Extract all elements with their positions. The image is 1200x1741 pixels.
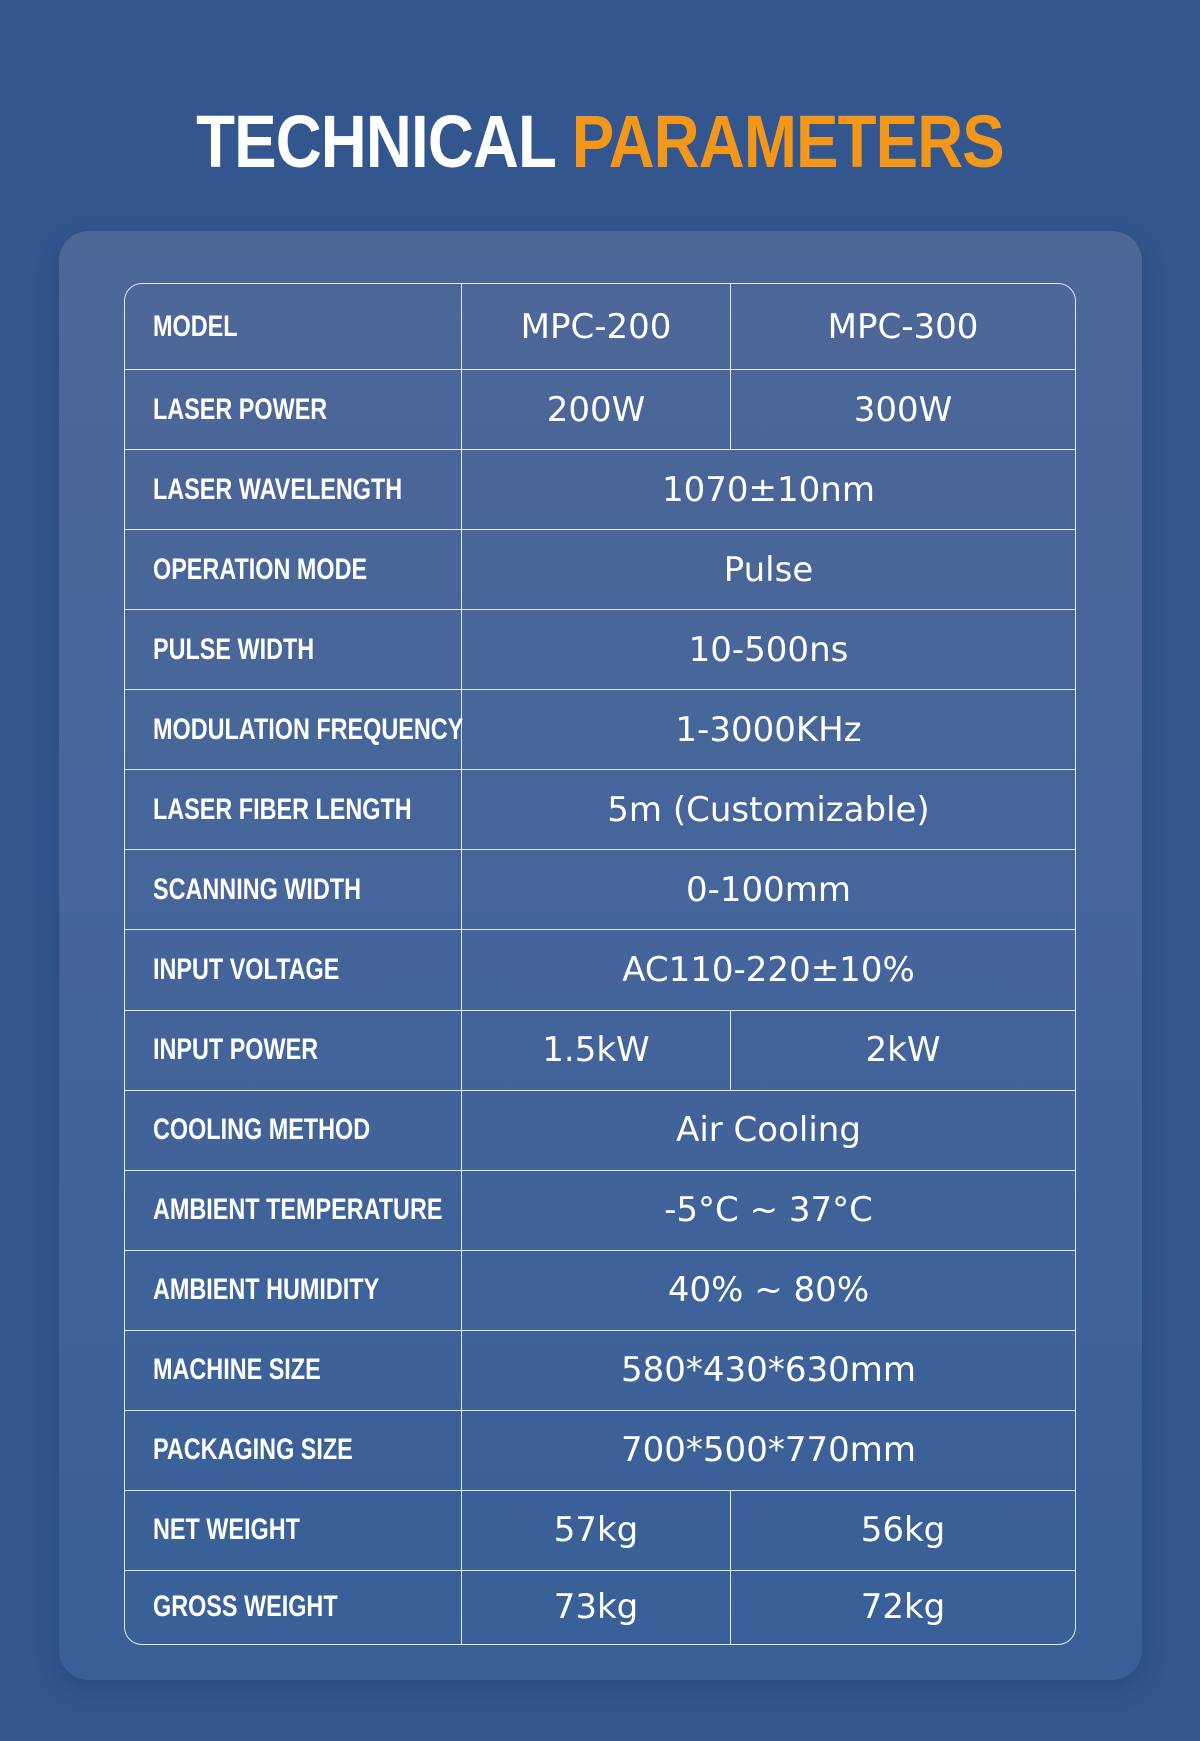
row-value: AC110-220±10% — [462, 930, 1075, 1010]
table-row — [125, 850, 1075, 930]
row-label-text: LASER POWER — [153, 392, 328, 426]
row-label — [125, 1011, 462, 1091]
row-label-text: OPERATION MODE — [153, 552, 368, 586]
row-label — [125, 610, 462, 690]
table-row — [125, 530, 1075, 610]
row-label — [125, 930, 462, 1010]
row-label — [125, 1251, 462, 1331]
row-value: Pulse — [462, 530, 1075, 610]
table-row — [125, 610, 1075, 690]
row-label-text: INPUT POWER — [153, 1033, 319, 1067]
spec-table-body — [125, 284, 1075, 1644]
row-label-text: COOLING METHOD — [153, 1113, 371, 1147]
row-label-text: AMBIENT TEMPERATURE — [153, 1193, 443, 1227]
row-label-text: SCANNING WIDTH — [153, 872, 361, 906]
row-value: 1.5kW — [462, 1011, 731, 1091]
row-label — [125, 1091, 462, 1171]
table-row — [125, 284, 1075, 370]
row-label — [125, 284, 462, 370]
row-label-text: NET WEIGHT — [153, 1513, 300, 1547]
row-value: 56kg — [731, 1491, 1075, 1571]
row-label — [125, 1411, 462, 1491]
row-label-text: LASER FIBER LENGTH — [153, 792, 412, 826]
row-value: 5m (Customizable) — [462, 770, 1075, 850]
table-row — [125, 770, 1075, 850]
table-row — [125, 930, 1075, 1010]
row-value: MPC-200 — [462, 284, 731, 370]
table-row — [125, 690, 1075, 770]
row-value: 580*430*630mm — [462, 1331, 1075, 1411]
row-label — [125, 450, 462, 530]
table-row — [125, 1251, 1075, 1331]
row-label-text: MODULATION FREQUENCY — [153, 712, 464, 746]
row-label — [125, 690, 462, 770]
row-label-text: MODEL — [153, 309, 238, 343]
row-value: 200W — [462, 370, 731, 450]
row-value: Air Cooling — [462, 1091, 1075, 1171]
row-label-text: PACKAGING SIZE — [153, 1433, 353, 1467]
row-label-text: INPUT VOLTAGE — [153, 952, 340, 986]
table-row — [125, 1571, 1075, 1644]
row-value: 73kg — [462, 1571, 731, 1644]
row-label — [125, 1571, 462, 1644]
page-title-part2: PARAMETERS — [571, 100, 1004, 183]
row-value: 72kg — [860, 1587, 946, 1628]
row-label-text: AMBIENT HUMIDITY — [153, 1273, 380, 1307]
table-row — [125, 1331, 1075, 1411]
row-value: 1-3000KHz — [462, 690, 1075, 770]
row-label — [125, 1331, 462, 1411]
row-value: 1070±10nm — [462, 450, 1075, 530]
row-value: 40% ~ 80% — [462, 1251, 1075, 1331]
row-value: 10-500ns — [462, 610, 1075, 690]
row-label-text: PULSE WIDTH — [153, 632, 315, 666]
row-value: 700*500*770mm — [462, 1411, 1075, 1491]
row-value: -5°C ~ 37°C — [462, 1171, 1075, 1251]
row-label — [125, 1491, 462, 1571]
row-label-text: GROSS WEIGHT — [153, 1590, 338, 1624]
table-row — [125, 1411, 1075, 1491]
row-label-text: MACHINE SIZE — [153, 1353, 321, 1387]
table-row — [125, 1171, 1075, 1251]
row-label — [125, 770, 462, 850]
row-label — [125, 370, 462, 450]
row-value: 2kW — [731, 1011, 1075, 1091]
table-row — [125, 1011, 1075, 1091]
table-row — [125, 450, 1075, 530]
table-row — [125, 1091, 1075, 1171]
row-value: 57kg — [462, 1491, 731, 1571]
table-row — [125, 1491, 1075, 1571]
row-label — [125, 530, 462, 610]
table-row — [125, 370, 1075, 450]
row-label — [125, 1171, 462, 1251]
row-value: 300W — [731, 370, 1075, 450]
row-label — [125, 850, 462, 930]
page-title — [84, 92, 1116, 192]
page-title-part1: TECHNICAL — [196, 100, 555, 183]
row-value: 0-100mm — [462, 850, 1075, 930]
row-label-text: LASER WAVELENGTH — [153, 472, 403, 506]
spec-table — [124, 283, 1076, 1645]
row-value: MPC-300 — [731, 284, 1075, 370]
